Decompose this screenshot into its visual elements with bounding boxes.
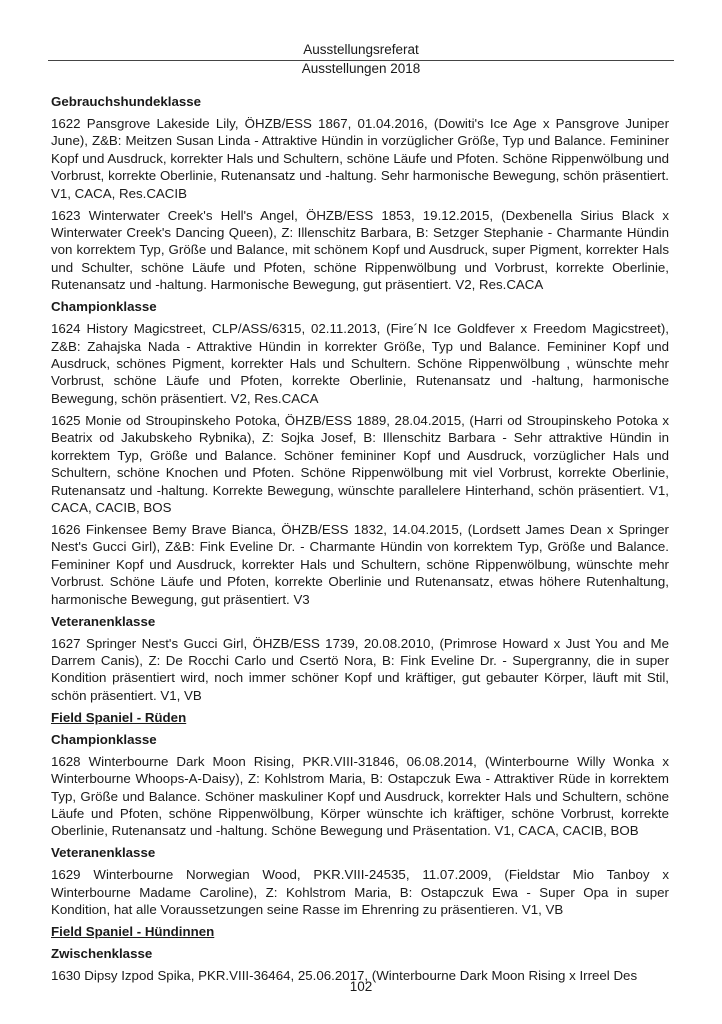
class-heading: Zwischenklasse: [51, 946, 153, 962]
breed-heading: Field Spaniel - Rüden: [51, 709, 187, 725]
entry-1626: 1626 Finkensee Bemy Brave Bianca, ÖHZB/ESS 1832, 14.04.2015, (Lordsett James Dean x Springer Nest's Gucci Girl), Z&B: Fink Eveline Dr. - Charmante Hündin von korrektem Typ, Größe und Balance. Femininer Kopf und Ausdruck, korrekter Hals und Schultern, schöne Rippenwölbung, wünschte mehr Vorbrust. Schöne Läufe und Pfoten, korrekte Oberlinie und Rutenansatz, etwas höhere Rutenhaltung, harmonische Bewegung, gut präsentiert. V3: [51, 521, 669, 607]
entry-1627: 1627 Springer Nest's Gucci Girl, ÖHZB/ESS 1739, 20.08.2010, (Primrose Howard x Just You and Me Darrem Canis), Z: De Rocchi Carlo und Csertö Nora, B: Fink Eveline Dr. - Supergranny, die in super Kondition präsentiert wird, noch immer schöner Kopf und kräftiger, gut gebauter Körper, läuft mit Stil, schön präsentiert. V1, VB: [51, 635, 669, 703]
entry-1623: 1623 Winterwater Creek's Hell's Angel, ÖHZB/ESS 1853, 19.12.2015, (Dexbenella Sirius Black x Winterwater Creek's Dancing Queen), Z: Illenschitz Barbara, B: Setzger Stephanie - Charmante Hündin von korrektem Typ, Größe und Balance, mit schönem Kopf und Ausdruck, super Pigment, korrekter Hals und Schulter, schöne Läufe und Pfoten, schöne Rippenwölbung und Vorbrust, korrekte Oberlinie, Rutenansatz und -haltung. Harmonische Bewegung, gut präsentiert. V2, Res.CACA: [51, 207, 669, 293]
entry-1622: 1622 Pansgrove Lakeside Lily, ÖHZB/ESS 1867, 01.04.2016, (Dowiti's Ice Age x Pansgrove Juniper June), Z&B: Meitzen Susan Linda - Attraktive Hündin in vorzüglicher Größe, Typ und Balance. Femininer Kopf und Ausdruck, korrekter Hals und Schultern, schöne Läufe und Pfoten. Schöne Rippenwölbung und Vorbrust, korrekte Oberlinie, Rutenansatz und -haltung. Sehr harmonische Bewegung, schön präsentiert. V1, CACA, Res.CACIB: [51, 116, 669, 201]
entry-1624: 1624 History Magicstreet, CLP/ASS/6315, 02.11.2013, (Fire´N Ice Goldfever x Freedom Magicstreet), Z&B: Zahajska Nada - Attraktive Hündin in korrekter Größe, Typ und Balance. Femininer Kopf und Ausdruck, schönes Pigment, korrekter Hals und Schultern. Schöne Rippenwölbung , wünschte mehr Vorbrust, schöne Läufe und Pfoten, korrekte Oberlinie, Rutenansatz und -haltung, harmonische Bewegung, schön präsentiert. V2, Res.CACA: [51, 321, 669, 406]
class-heading: Championklasse: [51, 731, 157, 747]
entry-1625: 1625 Monie od Stroupinskeho Potoka, ÖHZB/ESS 1889, 28.04.2015, (Harri od Stroupinskeho Potoka x Beatrix od Jakubskeho Rybnika), Z: Sojka Josef, B: Illenschitz Barbara - Sehr attraktive Hündin in korrektem Typ, Größe und Balance. Schöner femininer Kopf und Ausdruck, vorzüglicher Hals und Schultern, schöne Knochen und Pfoten. Schöne Rippenwölbung mit viel Vorbrust, korrekte Oberlinie, Rutenansatz und -haltung. Korrekte Bewegung, wünschte parallelere Hinterhand, schön präsentiert. V1, CACA, CACIB, BOS: [51, 412, 669, 515]
running-header-subtitle: Ausstellungen 2018: [301, 61, 421, 76]
class-heading: Championklasse: [51, 299, 157, 315]
breed-heading: Field Spaniel - Hündinnen: [51, 924, 215, 940]
entry-1629: 1629 Winterbourne Norwegian Wood, PKR.VIII-24535, 11.07.2009, (Fieldstar Mio Tanboy x Winterbourne Madame Caroline), Z: Kohlstrom Maria, B: Ostapczuk Ewa - Super Opa in super Kondition, hat alle Voraussetzungen seine Rasse im Ehrenring zu präsentieren. V1, VB: [51, 867, 669, 918]
class-heading: Veteranenklasse: [51, 845, 156, 861]
page-number: 102: [349, 979, 373, 994]
class-heading: Veteranenklasse: [51, 613, 156, 629]
entry-1630: 1630 Dipsy Izpod Spika, PKR.VIII-36464, 25.06.2017, (Winterbourne Dark Moon Rising x Irreel Des: [51, 968, 638, 984]
class-heading: Gebrauchshundeklasse: [51, 94, 202, 109]
running-header-title: Ausstellungsreferat: [303, 42, 419, 57]
page-body: [51, 93, 669, 989]
entry-1628: 1628 Winterbourne Dark Moon Rising, PKR.VIII-31846, 06.08.2014, (Winterbourne Willy Wonka x Winterbourne Whoops-A-Daisy), Z: Kohlstrom Maria, B: Ostapczuk Ewa - Attraktiver Rüde in korrektem Typ, Größe und Balance. Schöner maskuliner Kopf und Ausdruck, korrekter Hals und Schultern, schöne Läufe und Pfoten, schöne Rippenwölbung, Körper wünschte ich kräftiger, schöne Vorbrust, korrekte Oberlinie, Rutenansatz und -haltung. Schöne Bewegung und Präsentation. V1, CACA, CACIB, BOB: [51, 753, 669, 839]
